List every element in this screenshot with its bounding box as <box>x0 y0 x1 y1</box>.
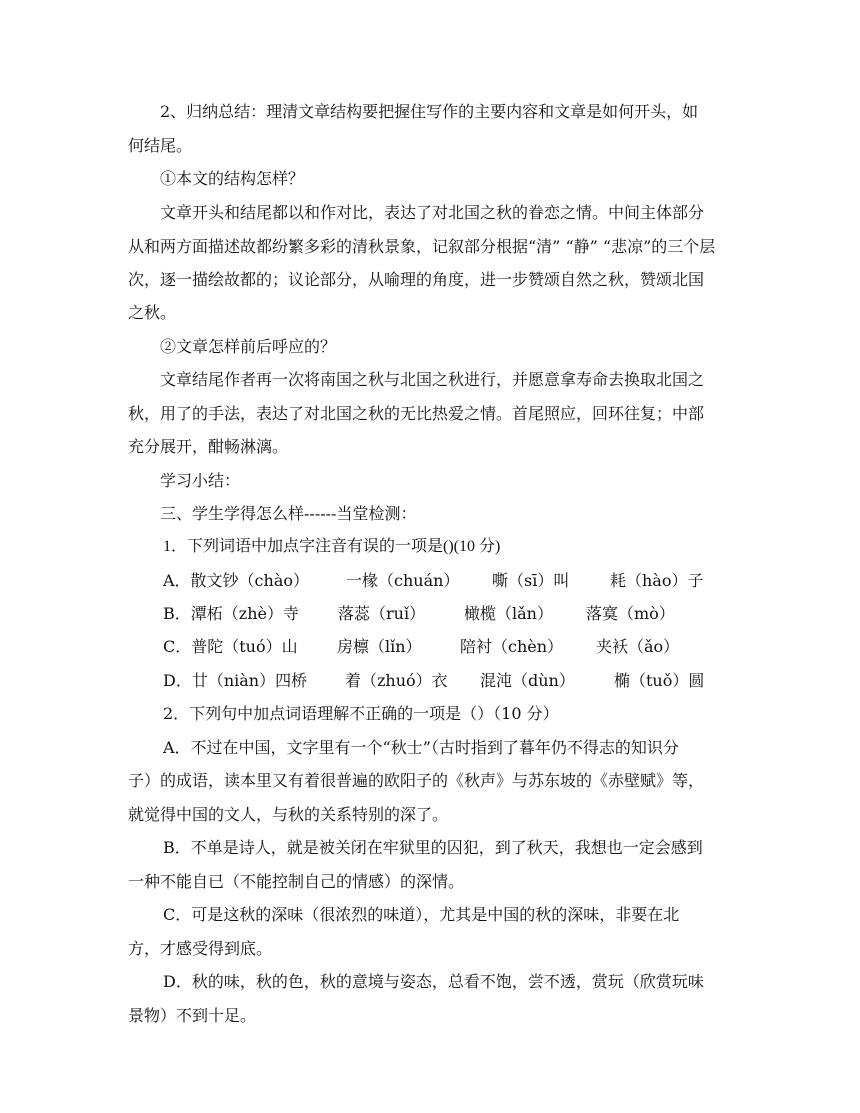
paragraph-line: 何结尾。 <box>128 136 193 155</box>
option-a-line: 子）的成语，读本里又有着很普遍的欧阳子的《秋声》与苏东坡的《赤壁赋》等， <box>128 771 705 790</box>
paragraph-line: 充分展开，酣畅淋漓。 <box>128 437 289 456</box>
option-d-3: 混沌（dùn） <box>480 671 575 690</box>
option-b-line: 一种不能自已（不能控制自己的情感）的深情。 <box>128 872 465 891</box>
option-a-4: 耗（hào）子 <box>610 571 704 590</box>
exercise-2-question: 2．下列句中加点词语理解不正确的一项是（）（10 分） <box>163 704 559 723</box>
option-d-2: 着（zhuó）衣 <box>345 671 448 690</box>
option-a-2: 一椽（chuán） <box>346 571 460 590</box>
option-c-4: 夹袄（ǎo） <box>596 637 680 656</box>
option-b-2: 落蕊（ruǐ） <box>338 604 426 623</box>
option-a-3: 嘶（sī）叫 <box>492 571 570 590</box>
question-heading: ②文章怎样前后呼应的？ <box>160 337 337 356</box>
option-d-line: D．秋的味，秋的色，秋的意境与姿态，总看不饱，尝不透，赏玩（欣赏玩味 <box>163 972 704 991</box>
paragraph-line: 文章结尾作者再一次将南国之秋与北国之秋进行，并愿意拿寿命去换取北国之 <box>160 370 705 389</box>
paragraph-line: 从和两方面描述故都纷繁多彩的清秋景象，记叙部分根据“清” “静” “悲凉”的三个层 <box>128 237 716 256</box>
paragraph-line: 之秋。 <box>128 303 177 322</box>
section-heading: 三、学生学得怎么样------当堂检测： <box>160 504 417 523</box>
option-b-3: 橄榄（lǎn） <box>464 604 553 623</box>
option-b-line: B．不单是诗人，就是被关闭在牢狱里的囚犯，到了秋天，我想也一定会感到 <box>163 838 703 857</box>
option-a-line: 就觉得中国的文人，与秋的关系特别的深了。 <box>128 805 449 824</box>
option-c-3: 陪衬（chèn） <box>460 637 564 656</box>
option-d-1: D．廿（niàn）四桥 <box>163 671 308 690</box>
option-a-1: A．散文钞（chào） <box>163 571 309 590</box>
question-heading: ①本文的结构怎样？ <box>160 169 305 188</box>
paragraph-line: 2、归纳总结：理清文章结构要把握住写作的主要内容和文章是如何开头，如 <box>160 102 699 121</box>
paragraph-line: 秋，用了的手法，表达了对北国之秋的无比热爱之情。首尾照应，回环往复；中部 <box>128 404 705 423</box>
option-b-1: B．潭柘（zhè）寺 <box>163 604 299 623</box>
option-d-line: 景物）不到十足。 <box>128 1006 257 1025</box>
summary-heading: 学习小结： <box>160 471 241 490</box>
exercise-1-question: 1．下列词语中加点字注音有误的一项是()(10 分) <box>163 538 501 555</box>
option-c-line: 方，才感受得到底。 <box>128 939 273 958</box>
option-b-4: 落寞（mò） <box>586 604 675 623</box>
option-c-line: C．可是这秋的深味（很浓烈的味道），尤其是中国的秋的深味，非要在北 <box>163 905 680 924</box>
option-c-2: 房檩（lǐn） <box>337 637 422 656</box>
option-c-1: C．普陀（tuó）山 <box>163 637 298 656</box>
paragraph-line: 次，逐一描绘故都的；议论部分，从喻理的角度，进一步赞颂自然之秋，赞颂北国 <box>128 270 705 289</box>
paragraph-line: 文章开头和结尾都以和作对比，表达了对北国之秋的眷恋之情。中间主体部分 <box>160 203 705 222</box>
option-d-4: 椭（tuǒ）圆 <box>614 671 705 690</box>
option-a-line: A．不过在中国，文字里有一个“秋士”（古时指到了暮年仍不得志的知识分 <box>163 738 679 757</box>
